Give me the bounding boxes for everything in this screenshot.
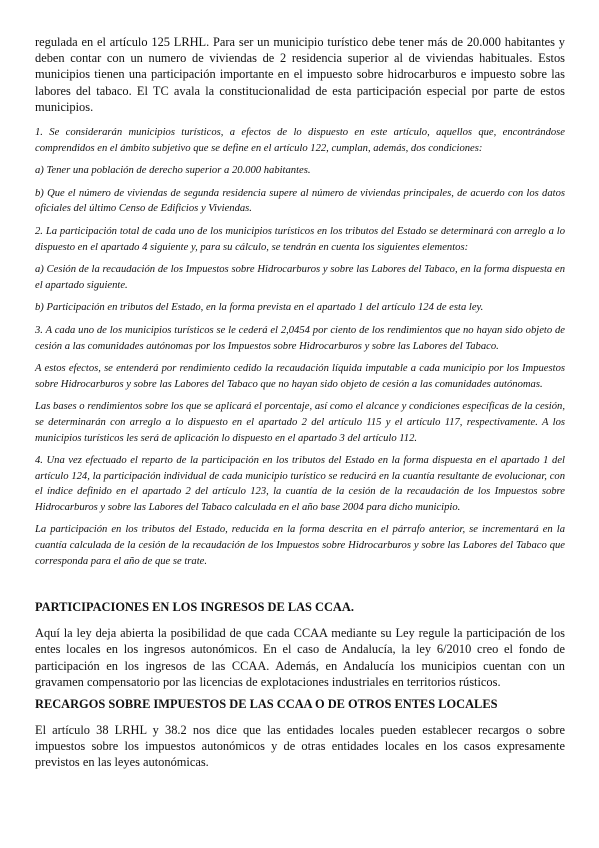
quote-paragraph-9: Las bases o rendimientos sobre los que se aplicará el porcentaje, así como el alcance y condiciones específicas de la cesión, se determinarán con arreglo a lo dispuesto en el apartado 2 del artículo 115 y el artículo 117, respectivamente. A los municipios turísticos les será de aplicación lo dispuesto en el apartado 3 del artículo 112.	[35, 401, 565, 444]
document-page	[35, 34, 565, 771]
section-heading-recargos: RECARGOS SOBRE IMPUESTOS DE LAS CCAA O DE OTROS ENTES LOCALES	[35, 697, 498, 712]
quote-paragraph-3: b) Que el número de viviendas de segunda residencia supere al número de viviendas principales, de acuerdo con los datos oficiales del último Censo de Edificios y Viviendas.	[35, 187, 565, 215]
quote-paragraph-1: 1. Se considerarán municipios turísticos, a efectos de lo dispuesto en este artículo, aquellos que, encontrándose comprendidos en el ámbito subjetivo que se define en el artículo 122, cumplan, además, dos condiciones:	[35, 127, 565, 154]
quote-paragraph-7: 3. A cada uno de los municipios turísticos se le cederá el 2,0454 por ciento de los rendimientos que no hayan sido objeto de cesión a las comunidades autónomas por los Impuestos sobre Hidrocarburos y sobre las Labores del Tabaco.	[35, 324, 565, 352]
section-heading-ccaa: PARTICIPACIONES EN LOS INGRESOS DE LAS CCAA.	[35, 600, 354, 615]
intro-paragraph: regulada en el artículo 125 LRHL. Para ser un municipio turístico debe tener más de 20.000 habitantes y deben contar con un numero de viviendas de 2 residencia superior al de viviendas habituales. Estos municipios tienen una participación importante en el impuesto sobre hidrocarburos e impuesto sobre las labores del tabaco. El TC avala la constitucionalidad de esta participación especial por parte de estos municipios.	[35, 35, 565, 114]
quote-paragraph-10: 4. Una vez efectuado el reparto de la participación en los tributos del Estado en la forma dispuesta en el apartado 1 del artículo 124, la participación individual de cada municipio turístico se reducirá en la cuantía resultante de evolucionar, con el índice definido en el apartado 2 del artículo 123, la cuantía de la cesión de la recaudación de los Impuestos sobre Hidrocarburos y sobre las Labores del Tabaco calculada en el año base 2004 para dicho municipio.	[35, 455, 565, 513]
quote-paragraph-8: A estos efectos, se entenderá por rendimiento cedido la recaudación líquida imputable a cada municipio por los Impuestos sobre Hidrocarburos y sobre las Labores del Tabaco que no hayan sido objeto de cesión a las comunidades autónomas.	[35, 363, 565, 390]
quote-paragraph-11: La participación en los tributos del Estado, reducida en la forma descrita en el párrafo anterior, se incrementará en la cuantía calculada de la cesión de la recaudación de los Impuestos sobre Hidrocarburos y sobre las Labores del Tabaco que corresponda para el año de que se trate.	[35, 524, 565, 567]
section-ccaa-paragraph: Aquí la ley deja abierta la posibilidad de que cada CCAA mediante su Ley regule la participación de los entes locales en los ingresos autonómicos. En el caso de Andalucía, la ley 6/2010 creo el fondo de participación en los ingresos de las CCAA. Además, en Andalucía los municipios cuentan con un gravamen compensatorio por las licencias de explotaciones industriales en territorios rústicos.	[35, 626, 565, 689]
quote-paragraph-4: 2. La participación total de cada uno de los municipios turísticos en los tributos del Estado se determinará con arreglo a lo dispuesto en el apartado 4 siguiente y, para su cálculo, se tendrán en cuenta los siguientes elementos:	[35, 225, 565, 253]
quote-paragraph-5: a) Cesión de la recaudación de los Impuestos sobre Hidrocarburos y sobre las Labores del Tabaco, en la forma dispuesta en el apartado siguiente.	[35, 264, 565, 291]
quote-paragraph-6: b) Participación en tributos del Estado, en la forma prevista en el apartado 1 del artículo 124 de esta ley.	[35, 302, 484, 314]
legal-quote-block	[35, 125, 565, 569]
section-recargos-paragraph: El artículo 38 LRHL y 38.2 nos dice que las entidades locales pueden establecer recargos o sobre impuestos sobre los impuestos autonómicos y de otras entidades locales en los casos expresamente previstos en las leyes autonómicas.	[35, 723, 565, 770]
quote-paragraph-2: a) Tener una población de derecho superior a 20.000 habitantes.	[35, 165, 311, 177]
